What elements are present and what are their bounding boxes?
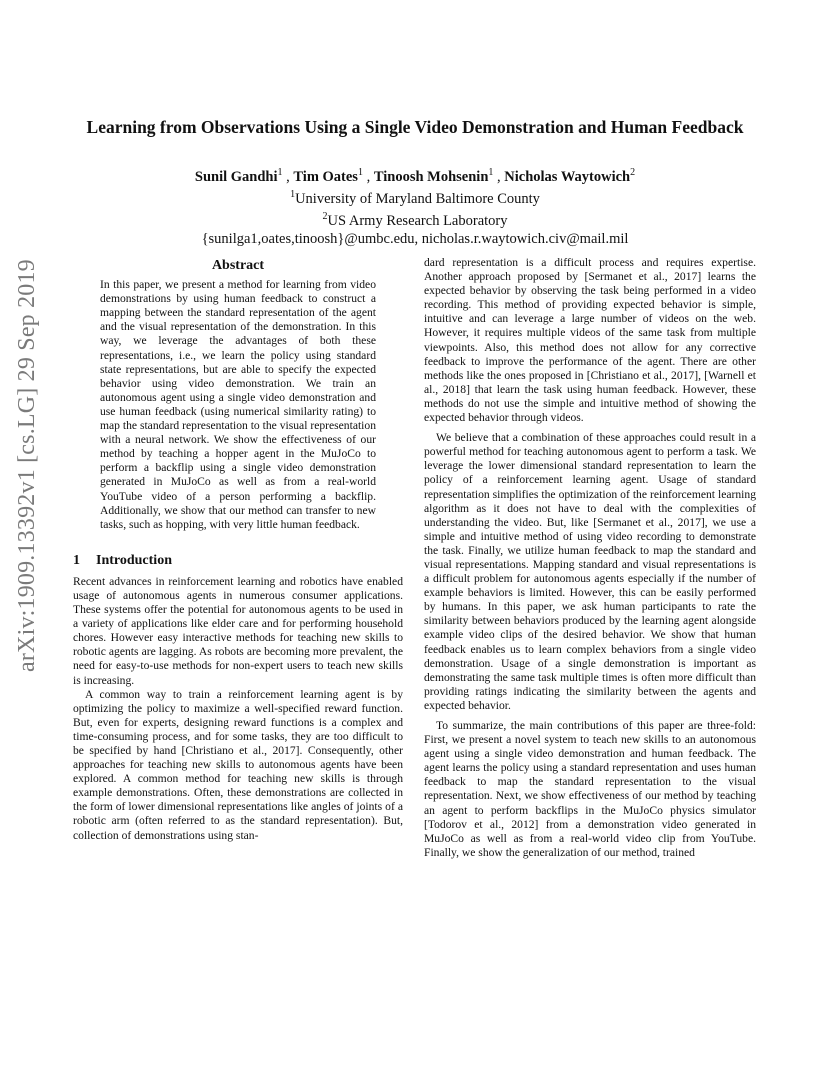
- affiliation-mark: 2: [630, 167, 636, 178]
- affiliation-mark: 1: [357, 167, 363, 178]
- left-column: [73, 256, 403, 843]
- right-column: [424, 256, 756, 860]
- affiliation-mark: 1: [488, 167, 494, 178]
- affiliation-mark: 1: [277, 167, 283, 178]
- abstract-body: In this paper, we present a method for learning from video demonstrations by using human feedback to construct a mapping between the standard representation of the agent and the visual representation of the demonstration. In this way, we leverage the advantages of both these representations, i.e., we learn the policy using standard state representations, but are able to specify the expected behavior using video demonstration. We train an autonomous agent using a single video demonstration and use human feedback (using numerical similarity rating) to map the standard representation to the visual representation with a neural network. We show the effectiveness of our method by teaching a hopper agent in the MuJoCo to perform a backflip using a single video demonstration generated in MuJoCo as well as from a real-world YouTube video of a person performing a backflip. Additionally, we show that our method can transfer to new tasks, such as hopping, with very little human feedback.: [100, 278, 376, 531]
- affiliation-text: University of Maryland Baltimore County: [295, 190, 540, 207]
- paragraph: To summarize, the main contributions of this paper are three-fold: First, we present a novel system to teach new skills to an autonomous agent using a single video demonstration and human feedback. The agent learns the policy using a standard representation and uses human feedback to map the standard representation to the visual representation. Next, we show effectiveness of our method by teaching an agent to perform backflips in the MuJoCo physics simulator [Todorov et al., 2012] from a demonstration video generated in MuJoCo as well as from a real-world video clip from YouTube. Finally, we show the generalization of our method, trained: [424, 719, 756, 859]
- affiliation-mark: 1: [290, 188, 296, 200]
- section-number: 1: [73, 552, 80, 568]
- author-name: Sunil Gandhi: [194, 168, 278, 185]
- author-name: Tim Oates: [293, 168, 358, 185]
- abstract-heading: Abstract: [211, 258, 265, 273]
- affiliation-line: [70, 208, 760, 230]
- paper-title: Learning from Observations Using a Single Video Demonstration and Human Feedback: [86, 117, 744, 137]
- paragraph: A common way to train a reinforcement learning agent is by optimizing the policy to maximize a well-specified reward function. But, even for experts, designing reward functions is a complex and time-consuming process, and for some tasks, they are too difficult to be specified by hand [Christiano et al., 2017]. Consequently, other approaches for teaching new skills to autonomous agents have been explored. A common method for teaching new skills is through example demonstrations. Often, these demonstrations are collected in the form of lower dimensional representations like angles of joints of a robotic arm (often referred to as the standard representation). But, collection of demonstrations using stan-: [73, 687, 403, 842]
- author-block: [70, 164, 760, 249]
- section-title: Introduction: [96, 552, 172, 568]
- section-heading: [73, 554, 403, 568]
- affiliation-mark: 2: [322, 211, 328, 223]
- author-name: Tinoosh Mohsenin: [373, 168, 489, 185]
- paragraph: Recent advances in reinforcement learning and robotics have enabled usage of autonomous agents in numerous consumer applications. These systems offer the potential for autonomous agents to be used in a variety of applications like elder care and for performing household chores. However easy interactive methods for teaching new skills to robotic agents are lagging. As robots are becoming more prevalent, the need for easy-to-use methods for non-expert users to teach new skills is increasing.: [73, 574, 403, 687]
- paragraph: We believe that a combination of these approaches could result in a powerful method for teaching autonomous agent to perform a task. We leverage the lower dimensional standard representation to learn the policy of a reinforcement learning agent. Usage of standard representation simplifies the optimization of the reinforcement learning algorithm as it does not have to deal with the complexities of understanding the video. But, like [Sermanet et al., 2017], we use a simple and intuitive method of using video recording to demonstrate the task. Finally, we utilize human feedback to map the standard and visual representations. Mapping standard and visual representations is a difficult problem for autonomous agents especially if the number of example behaviors is limited. However, this can be easily performed by humans. In this paper, we ask human participants to rate the similarity between behaviors produced by the learning agent alongside example video clips of the desired behavior. We show that human feedback enables us to learn complex behaviors from a single video demonstration. Usage of a single demonstration is important as demonstrating the same task multiple times is often more difficult than providing ratings indicating the similarity between the agents and expected behavior.: [424, 431, 756, 712]
- affiliation-line: [70, 186, 760, 208]
- affiliation-text: US Army Research Laboratory: [327, 212, 508, 229]
- author-name: Nicholas Waytowich: [504, 168, 631, 185]
- author-emails: {sunilga1,oates,tinoosh}@umbc.edu, nicholas.r.waytowich.civ@mail.mil: [201, 231, 629, 248]
- author-list: Sunil Gandhi$^1$ , Tim Oates$^1$ , Tinoosh Mohsenin$^1$ , Nicholas Waytowich$^2$: [194, 167, 636, 185]
- paragraph: dard representation is a difficult process and requires expertise. Another approach proposed by [Sermanet et al., 2017] learns the expected behavior by observing the task being performed in a video recording. This method of providing expected behavior is simple, intuitive and can leverage a large number of videos on the web. However, it requires multiple videos of the same task from multiple viewpoints. Also, this method does not allow for any corrective feedback to improve the performance of the agent. There are other methods like the ones proposed in [Christiano et al., 2017], [Warnell et al., 2018] that learn the task using human feedback. However, these methods do not use the simple and intuitive method of showing the expected behavior through videos.: [424, 256, 756, 425]
- arxiv-stamp: arXiv:1909.13392v1 [cs.LG] 29 Sep 2019: [14, 259, 40, 672]
